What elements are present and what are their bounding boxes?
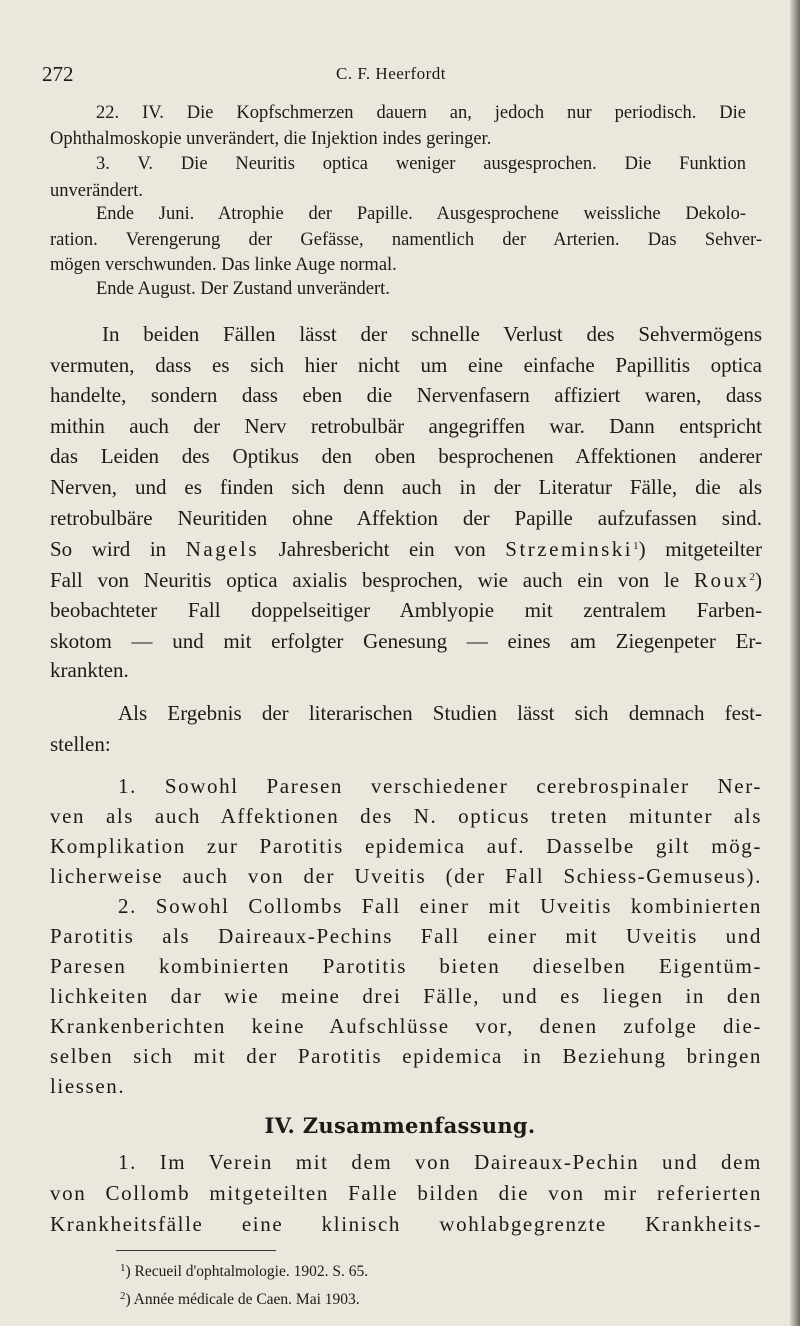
text-line: retrobulbäre Neuritiden ohne Affektion der Papille aufzufassen sind. [50,506,762,530]
text-line: mithin auch der Nerv retrobulbär angegriffen war. Dann entspricht [50,414,762,438]
text-run: Jahresbericht ein von [259,537,506,561]
text-line: 2. Sowohl Collombs Fall einer mit Uveitis kombinierten [118,894,762,918]
text-line: skotom — und mit erfolgter Genesung — eines am Ziegenpeter Er- [50,629,762,653]
footnote-reference: 2 [749,571,755,583]
text-line [50,539,762,560]
footnote-mark: 2 [120,1290,126,1302]
text-line: 1. Im Verein mit dem von Daireaux-Pechin und dem [118,1150,762,1174]
footnote [120,1290,360,1309]
footnote-reference: 1 [633,540,639,552]
text-line: 22. IV. Die Kopfschmerzen dauern an, jedoch nur periodisch. Die [96,103,746,123]
text-line: Ende Juni. Atrophie der Papille. Ausgesprochene weissliche Dekolo- [96,204,746,224]
author-name: Nagels [185,537,260,561]
text-line: Ende August. Der Zustand unverändert. [96,279,390,299]
text-line: vermuten, dass es sich hier nicht um eine einfache Papillitis optica [50,353,762,377]
text-line: 1. Sowohl Paresen verschiedener cerebrospinaler Ner- [118,774,762,798]
text-run: So wird in [50,537,186,561]
footnote-text: ) Année médicale de Caen. Mai 1903. [125,1291,360,1308]
footnote [120,1262,368,1281]
text-line: krankten. [50,658,129,682]
text-line [50,570,762,591]
text-line: das Leiden des Optikus den oben besprochenen Affektionen anderer [50,444,762,468]
text-line: Ophthalmoskopie unverändert, die Injektion indes geringer. [50,129,492,149]
text-line: licherweise auch von der Uveitis (der Fall Schiess-Gemuseus). [50,864,762,888]
text-line: von Collomb mitgeteilten Falle bilden die von mir referierten [50,1181,762,1205]
section-heading: IV. Zusammenfassung. [264,1113,536,1138]
text-line: Krankheitsfälle eine klinisch wohlabgegrenzte Krankheits- [50,1212,762,1236]
text-line: liessen. [50,1074,126,1098]
text-run: ) mitgeteilter [638,537,762,561]
author-name: Strzeminski [505,537,634,561]
text-run: ) [755,568,762,592]
footnote-mark: 1 [120,1262,126,1274]
footnote-text: ) Recueil d'ophtalmologie. 1902. S. 65. [125,1263,369,1280]
text-line: 3. V. Die Neuritis optica weniger ausgesprochen. Die Funktion [96,154,746,174]
page-number: 272 [42,62,74,86]
text-line: selben sich mit der Parotitis epidemica in Beziehung bringen [50,1044,762,1068]
author-name: Roux [693,568,750,592]
text-run: Fall von Neuritis optica axialis besprochen, wie auch ein von le [50,568,694,592]
text-line: In beiden Fällen lässt der schnelle Verlust des Sehvermögens [102,322,762,346]
footnote-rule [116,1250,276,1251]
text-line: Als Ergebnis der literarischen Studien lässt sich demnach fest- [118,701,762,725]
text-line: ven als auch Affektionen des N. opticus treten mitunter als [50,804,762,828]
page-header [42,62,740,92]
text-line: Nerven, und es finden sich denn auch in der Literatur Fälle, die als [50,475,762,499]
text-line: stellen: [50,732,111,756]
text-line: Paresen kombinierten Parotitis bieten dieselben Eigentüm- [50,954,762,978]
text-line: handelte, sondern dass eben die Nervenfasern affiziert waren, dass [50,383,762,407]
running-head: C. F. Heerfordt [335,64,446,83]
text-line: Parotitis als Daireaux-Pechins Fall einer mit Uveitis und [50,924,762,948]
text-line: Krankenberichten keine Aufschlüsse vor, denen zufolge die- [50,1014,762,1038]
text-line: unverändert. [50,181,143,201]
text-line: Komplikation zur Parotitis epidemica auf. Dasselbe gilt mög- [50,834,762,858]
text-line: mögen verschwunden. Das linke Auge normal. [50,255,397,275]
text-line: beobachteter Fall doppelseitiger Amblyopie mit zentralem Farben- [50,598,762,622]
text-line: lichkeiten dar wie meine drei Fälle, und es liegen in den [50,984,762,1008]
text-line: ration. Verengerung der Gefässe, namentlich der Arterien. Das Sehver- [50,230,762,250]
